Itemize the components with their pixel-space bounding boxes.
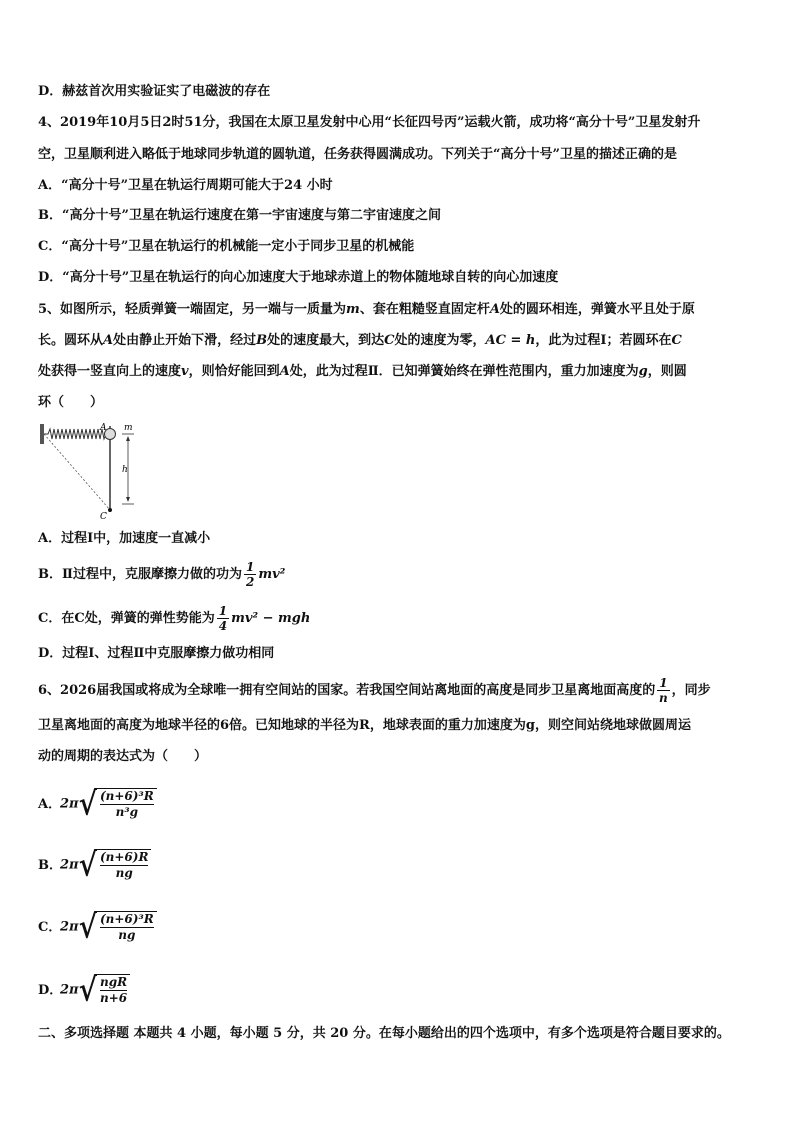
q5-option-d: D．过程Ⅰ、过程Ⅱ中克服摩擦力做功相同 [38, 646, 275, 661]
spring [44, 429, 106, 439]
q5-option-c: C．在C处，弹簧的弹性势能为 $\frac{1}{4}$ mv² − mgh [38, 604, 311, 633]
label-c: C [100, 512, 107, 520]
q5-option-b: B．Ⅱ过程中，克服摩擦力做的功为 $\frac{1}{2}$ mv² [38, 560, 286, 589]
spring-ring-figure [38, 420, 148, 520]
q4-option-d: D．“高分十号”卫星在轨运行的向心加速度大于地球赤道上的物体随地球自转的向心加速度 [38, 270, 559, 285]
section-2-heading: 二、多项选择题 本题共 4 小题，每小题 5 分，共 20 分。在每小题给出的四个选项中，有多个选项是符合题目要求的。 [38, 1026, 730, 1041]
q5-stem-line1: 5、如图所示，轻质弹簧一端固定，另一端与一质量为m、套在粗糙竖直固定杆A处的圆环相连，弹簧水平且处于原 [38, 302, 695, 317]
prev-option-d: D．赫兹首次用实验证实了电磁波的存在 [38, 84, 271, 99]
fraction-half: $\frac{1}{2}$ [245, 560, 255, 589]
q4-stem-line1: 4、2019年10月5日2时51分，我国在太原卫星发射中心用“长征四号丙”运载火箭，成功将“高分十号”卫星发射升 [38, 115, 701, 130]
point-c [108, 508, 112, 512]
spring-diagram [38, 420, 148, 520]
fraction-1-over-n: $\frac{1}{n}$ [659, 676, 668, 705]
fraction-quarter: $\frac{1}{4}$ [218, 604, 228, 633]
q6-stem-line1: 6、2026届我国或将成为全球唯一拥有空间站的国家。若我国空间站离地面的高度是同步卫星离地面高度的 $\frac{1}{n}$ ，同步 [38, 676, 711, 705]
q6-option-c: C．2π√ $\frac{\text{(n+6)³R}}{ng}$ [38, 911, 157, 943]
label-a: A [100, 423, 107, 433]
q4-option-a: A．“高分十号”卫星在轨运行周期可能大于24 小时 [38, 178, 333, 193]
q5-stem-line4: 环（ ） [38, 395, 104, 410]
sqrt-d: √ $\frac{\text{ngR}}{n+6}$ [79, 974, 131, 1006]
q4-option-c: C．“高分十号”卫星在轨运行的机械能一定小于同步卫星的机械能 [38, 239, 415, 254]
q6-stem-line2: 卫星离地面的高度为地球半径的6倍。已知地球的半径为R，地球表面的重力加速度为g，则空间站绕地球做圆周运 [38, 718, 691, 733]
q6-option-a: A．2π√ $\frac{\text{(n+6)³R}}{\text{n³g}}$ [38, 788, 157, 820]
q6-stem-line3: 动的周期的表达式为（ ） [38, 749, 208, 764]
sqrt-c: √ $\frac{\text{(n+6)³R}}{ng}$ [79, 911, 157, 943]
label-h: h [122, 465, 128, 475]
q4-stem-line2: 空，卫星顺利进入略低于地球同步轨道的圆轨道，任务获得圆满成功。下列关于“高分十号”卫星的描述正确的是 [38, 147, 677, 162]
sqrt-b: √ $\frac{(n+6)R}{ng}$ [79, 849, 152, 881]
q6-option-d: D．2π√ $\frac{\text{ngR}}{n+6}$ [38, 974, 130, 1006]
sqrt-a: √ $\frac{\text{(n+6)³R}}{\text{n³g}}$ [79, 788, 157, 820]
q4-option-b: B．“高分十号”卫星在轨运行速度在第一宇宙速度与第二宇宙速度之间 [38, 208, 441, 223]
label-m: m [124, 423, 133, 433]
q6-option-b: B．2π√ $\frac{(n+6)R}{ng}$ [38, 849, 151, 881]
q5-stem-line2: 长。圆环从A处由静止开始下滑，经过B处的速度最大，到达C处的速度为零，AC = h，此为过程Ⅰ；若圆环在C [38, 333, 682, 348]
h-arrow-up [126, 436, 130, 441]
wall [40, 424, 44, 444]
h-arrow-down [126, 497, 130, 502]
dashed-line [44, 434, 110, 510]
q5-option-a: A．过程Ⅰ中，加速度一直减小 [38, 531, 211, 546]
q5-stem-line3: 处获得一竖直向上的速度v，则恰好能回到A处，此为过程Ⅱ．已知弹簧始终在弹性范围内，重力加速度为g，则圆 [38, 364, 687, 379]
